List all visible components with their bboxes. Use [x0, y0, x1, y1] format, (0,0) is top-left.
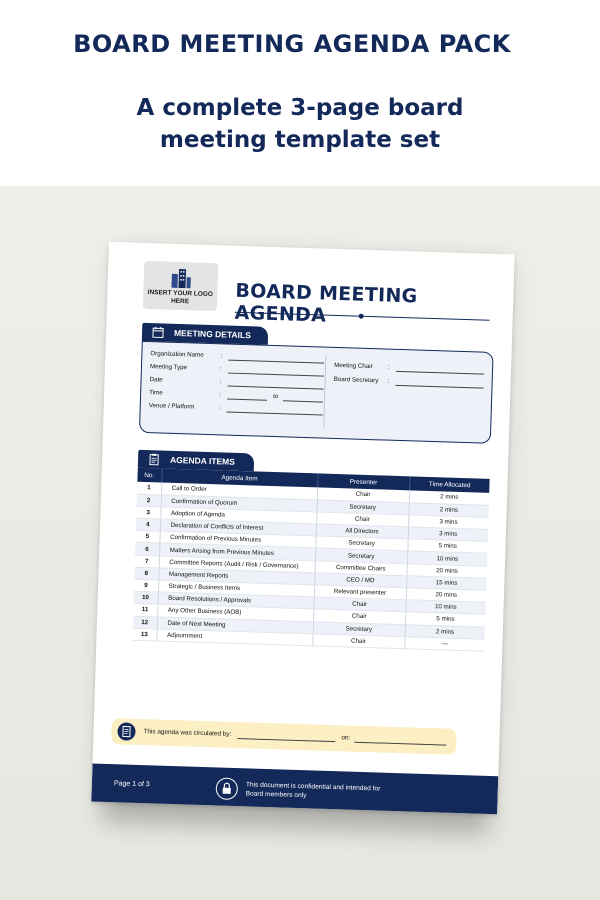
- confidential-notice: This document is confidential and intended for Board members only: [245, 781, 381, 800]
- details-label: Date: [149, 376, 163, 384]
- agenda-item-number: 6: [135, 543, 159, 556]
- date-field[interactable]: [227, 386, 323, 390]
- agenda-item-presenter: Relevant presenter: [314, 585, 406, 600]
- column-header-time: Time Allocated: [409, 476, 489, 493]
- agenda-item-title: Matters Arising from Previous Minutes: [159, 543, 315, 560]
- agenda-item-title: Board Resolutions / Approvals: [158, 592, 314, 609]
- agenda-item-number: 5: [135, 531, 159, 544]
- agenda-item-title: Committee Reports (Audit / Risk / Governance): [159, 556, 315, 573]
- agenda-item-presenter: All Directors: [316, 524, 408, 539]
- details-label: Organization Name: [150, 350, 204, 359]
- column-header-item: Agenda Item: [161, 469, 317, 488]
- meeting-details-box: Organization Name : Meeting Type : Date : Time : to Venue / Platform : Meeting Chair : Board Secretary :: [139, 341, 494, 444]
- agenda-item-presenter: Secretary: [315, 548, 407, 563]
- agenda-item-time: 5 mins: [405, 612, 485, 627]
- agenda-item-time: 20 mins: [407, 563, 487, 578]
- agenda-item-presenter: CEO / MD: [314, 573, 406, 588]
- agenda-item-time: 2 mins: [408, 502, 488, 517]
- calendar-icon: [152, 326, 164, 338]
- agenda-item-title: Strategic / Business Items: [158, 580, 314, 597]
- lock-icon: [215, 777, 238, 800]
- agenda-item-number: 12: [133, 616, 157, 629]
- meeting-type-field[interactable]: [228, 373, 324, 377]
- agenda-item-number: 9: [134, 579, 158, 592]
- agenda-item-time: 2 mins: [409, 490, 489, 505]
- agenda-item-presenter: Secretary: [317, 500, 409, 515]
- agenda-item-time: 3 mins: [408, 527, 488, 542]
- agenda-item-presenter: Chair: [312, 634, 404, 649]
- agenda-document: [91, 242, 514, 814]
- pack-subtitle: A complete 3-page board meeting template set: [136, 95, 464, 153]
- agenda-item-number: 13: [132, 628, 156, 641]
- board-secretary-field[interactable]: [396, 385, 484, 389]
- column-header-presenter: Presenter: [317, 473, 409, 490]
- details-label: Meeting Type: [149, 363, 188, 372]
- logo-placeholder: [143, 261, 218, 311]
- agenda-item-number: 7: [135, 555, 159, 568]
- time-end-field[interactable]: [283, 400, 323, 402]
- agenda-item-presenter: Chair: [313, 609, 405, 624]
- document-icon: [117, 722, 136, 741]
- circulated-on-label: on:: [341, 734, 351, 742]
- agenda-item-title: Management Reports: [158, 568, 314, 585]
- circulated-by-label: This agenda was circulated by:: [143, 728, 232, 738]
- agenda-item-presenter: Secretary: [315, 536, 407, 551]
- agenda-item-title: Call to Order: [161, 483, 317, 500]
- agenda-item-time: 10 mins: [405, 600, 485, 615]
- building-icon: [169, 268, 192, 289]
- details-label: Time: [149, 389, 163, 397]
- time-start-field[interactable]: [227, 399, 267, 401]
- agenda-item-title: Confirmation of Previous Minutes: [159, 531, 315, 548]
- agenda-item-title: Declaration of Conflicts of Interest: [160, 519, 316, 536]
- venue-field[interactable]: [227, 412, 323, 416]
- agenda-items-heading: AGENDA ITEMS: [169, 454, 236, 467]
- circulation-bar: [111, 718, 457, 755]
- agenda-item-title: Date of Next Meeting: [157, 617, 313, 634]
- agenda-table: [132, 468, 489, 652]
- agenda-item-time: 3 mins: [408, 515, 488, 530]
- agenda-item-number: 1: [137, 482, 161, 495]
- agenda-item-title: Confirmation of Quorum: [161, 495, 317, 512]
- details-divider: [323, 356, 326, 428]
- meeting-details-heading: MEETING DETAILS: [173, 327, 252, 341]
- circulated-by-field[interactable]: [237, 738, 335, 742]
- agenda-item-title: Adoption of Agenda: [160, 507, 316, 524]
- agenda-item-time: 20 mins: [406, 588, 486, 603]
- column-header-no: No.: [137, 468, 161, 483]
- agenda-item-time: 15 mins: [406, 576, 486, 591]
- agenda-item-presenter: Chair: [313, 597, 405, 612]
- agenda-item-title: Any Other Business (AOB): [157, 604, 313, 621]
- time-connector: to: [273, 392, 279, 401]
- agenda-item-time: 10 mins: [407, 551, 487, 566]
- agenda-item-presenter: Chair: [317, 487, 409, 502]
- details-label: Board Secretary: [333, 375, 379, 385]
- document-title: BOARD MEETING AGENDA: [234, 279, 418, 327]
- agenda-body: [132, 482, 489, 651]
- details-label: Meeting Chair: [334, 361, 373, 371]
- meeting-chair-field[interactable]: [396, 371, 484, 375]
- page-number: Page 1 of 3: [113, 780, 150, 789]
- agenda-item-presenter: Committee Chairs: [315, 561, 407, 576]
- agenda-item-presenter: Secretary: [313, 621, 405, 636]
- agenda-item-title: Adjournment: [156, 629, 312, 646]
- logo-text: INSERT YOUR LOGO HERE: [147, 289, 214, 306]
- agenda-item-number: 10: [134, 591, 158, 604]
- agenda-item-number: 8: [134, 567, 158, 580]
- details-label: Venue / Platform: [148, 402, 195, 411]
- agenda-item-time: —: [404, 636, 484, 651]
- agenda-item-presenter: Chair: [316, 512, 408, 527]
- header-section: [0, 0, 600, 186]
- agenda-item-number: 4: [136, 518, 160, 531]
- agenda-item-number: 11: [133, 604, 157, 617]
- agenda-item-time: 5 mins: [407, 539, 487, 554]
- circulated-on-field[interactable]: [354, 742, 446, 746]
- agenda-item-time: 2 mins: [405, 624, 485, 639]
- clipboard-icon: [148, 453, 160, 465]
- agenda-item-number: 2: [137, 494, 161, 507]
- agenda-item-number: 3: [136, 506, 160, 519]
- pack-title: BOARD MEETING AGENDA PACK: [73, 30, 511, 58]
- organization-name-field[interactable]: [228, 360, 324, 364]
